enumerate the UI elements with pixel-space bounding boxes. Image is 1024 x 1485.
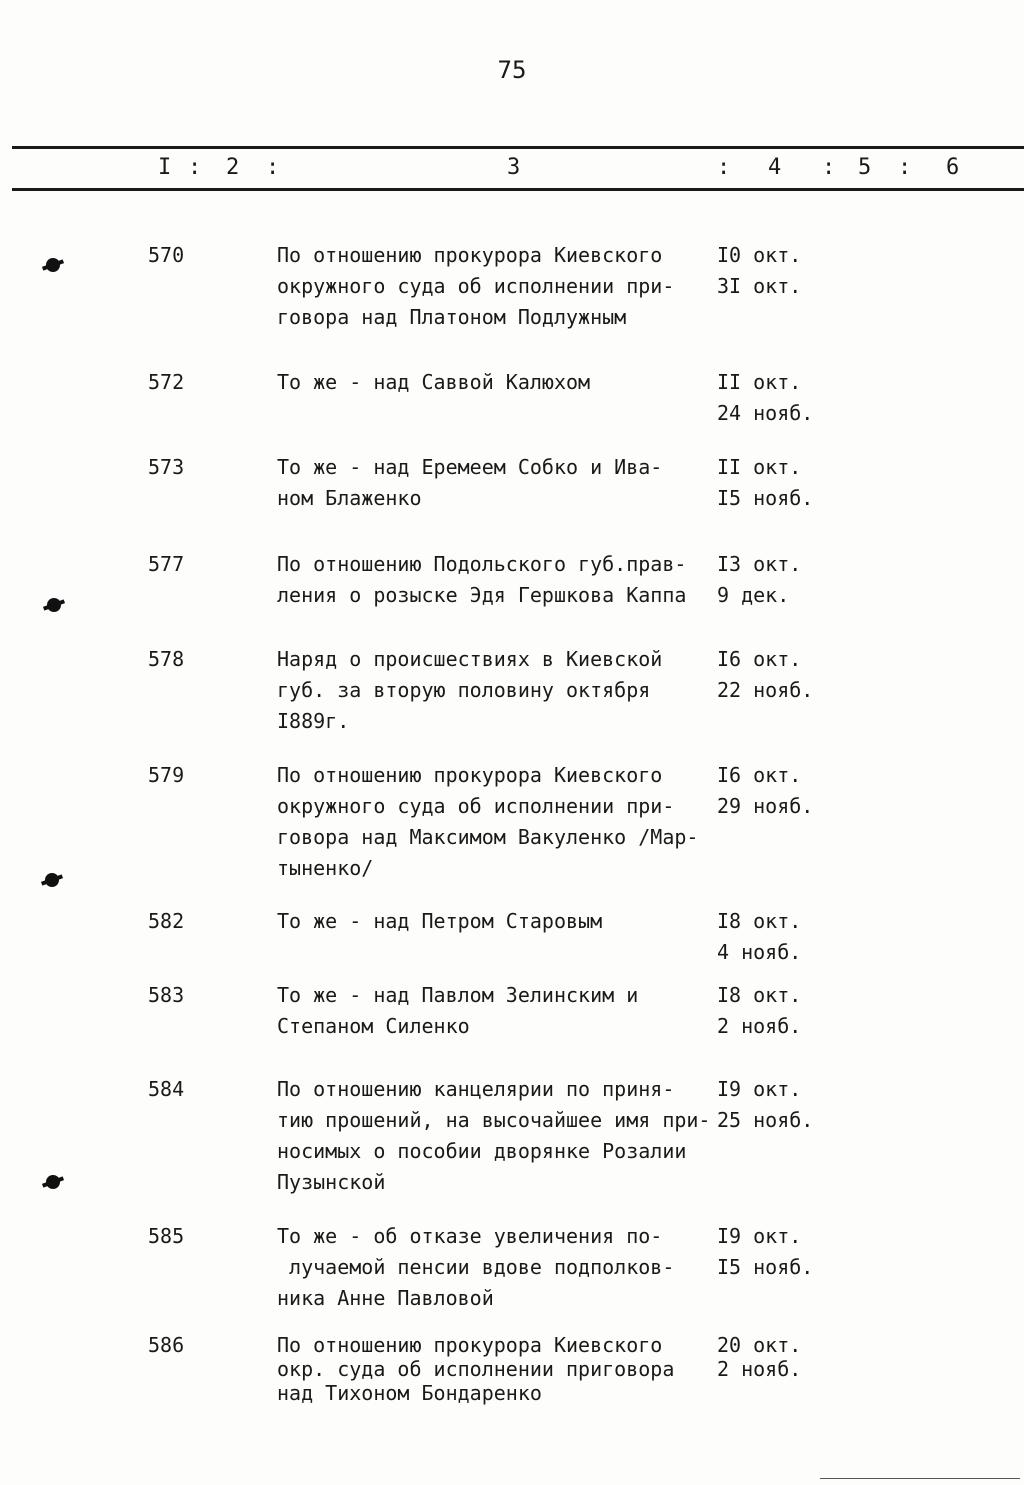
footer-rule <box>820 1478 1020 1479</box>
entry-description <box>277 452 717 514</box>
description-line: носимых о пособии дворянке Розалии <box>277 1139 687 1163</box>
column-3-label: 3 <box>507 155 521 180</box>
description-line: окружного суда об исполнении при- <box>277 794 675 818</box>
header-top-rule <box>12 146 1024 149</box>
end-date: I5 нояб. <box>717 1255 814 1279</box>
binder-hole-mark <box>46 258 60 272</box>
column-separator: : <box>898 155 912 180</box>
entry-number: 583 <box>148 983 185 1007</box>
entry-dates <box>717 760 857 822</box>
start-date: I6 окт. <box>717 647 802 671</box>
description-line: То же - над Петром Старовым <box>277 909 603 933</box>
entry-number: 582 <box>148 909 185 933</box>
column-4-label: 4 <box>768 155 782 180</box>
column-separator: : <box>266 155 280 180</box>
page-number: 75 <box>497 56 527 84</box>
description-line: ном Блаженко <box>277 486 422 510</box>
entry-description <box>277 760 717 884</box>
entry-dates <box>717 644 857 706</box>
description-line: губ. за вторую половину октября <box>277 678 651 702</box>
binder-hole-mark <box>45 873 59 887</box>
description-line: лучаемой пенсии вдове подполков- <box>277 1255 675 1279</box>
entry-description <box>277 549 717 611</box>
start-date: I8 окт. <box>717 983 802 1007</box>
entry-dates <box>717 549 857 611</box>
start-date: I9 окт. <box>717 1224 802 1248</box>
description-line: Наряд о происшествиях в Киевской <box>277 647 663 671</box>
column-1-label: I <box>158 155 172 180</box>
entry-description <box>277 906 717 937</box>
binder-hole-mark <box>47 598 61 612</box>
entry-number: 579 <box>148 763 185 787</box>
entry-description <box>277 1074 717 1198</box>
start-date: I6 окт. <box>717 763 802 787</box>
start-date: II окт. <box>717 455 802 479</box>
column-header <box>0 155 1024 185</box>
column-separator: : <box>717 155 731 180</box>
entry-description <box>277 1333 717 1405</box>
description-line: По отношению прокурора Киевского <box>277 243 663 267</box>
entry-number: 585 <box>148 1224 185 1248</box>
description-line: ления о розыске Эдя Гершкова Каппа <box>277 583 687 607</box>
start-date: I0 окт. <box>717 243 802 267</box>
description-line: По отношению прокурора Киевского <box>277 1333 663 1357</box>
description-line: говора над Максимом Вакуленко /Мар- <box>277 825 699 849</box>
column-2-label: 2 <box>226 155 240 180</box>
entry-number: 570 <box>148 243 185 267</box>
entry-number: 584 <box>148 1077 185 1101</box>
description-line: над Тихоном Бондаренко <box>277 1381 542 1405</box>
column-separator: : <box>822 155 836 180</box>
column-separator: : <box>188 155 202 180</box>
start-date: I3 окт. <box>717 552 802 576</box>
end-date: 4 нояб. <box>717 940 802 964</box>
end-date: 2 нояб. <box>717 1357 802 1381</box>
end-date: 24 нояб. <box>717 401 814 425</box>
description-line: тыненко/ <box>277 856 374 880</box>
start-date: I9 окт. <box>717 1077 802 1101</box>
description-line: окр. суда об исполнении приговора <box>277 1357 675 1381</box>
description-line: Степаном Силенко <box>277 1014 470 1038</box>
description-line: То же - над Павлом Зелинским и <box>277 983 639 1007</box>
end-date: 22 нояб. <box>717 678 814 702</box>
end-date: 3I окт. <box>717 274 802 298</box>
entry-number: 578 <box>148 647 185 671</box>
entry-description <box>277 367 717 398</box>
entry-number: 586 <box>148 1333 185 1357</box>
entry-dates <box>717 240 857 302</box>
entry-description <box>277 1221 717 1314</box>
end-date: 29 нояб. <box>717 794 814 818</box>
entry-dates <box>717 1333 857 1381</box>
description-line: То же - над Саввой Калюхом <box>277 370 591 394</box>
entry-dates <box>717 452 857 514</box>
description-line: ника Анне Павловой <box>277 1286 494 1310</box>
entry-dates <box>717 906 857 968</box>
description-line: То же - над Еремеем Собко и Ива- <box>277 455 663 479</box>
start-date: II окт. <box>717 370 802 394</box>
entry-description <box>277 240 717 333</box>
entry-number: 577 <box>148 552 185 576</box>
description-line: тию прошений, на высочайшее имя при- <box>277 1108 711 1132</box>
entry-dates <box>717 1074 857 1136</box>
description-line: I889г. <box>277 709 350 733</box>
start-date: I8 окт. <box>717 909 802 933</box>
entry-dates <box>717 980 857 1042</box>
column-6-label: 6 <box>946 155 960 180</box>
entry-number: 572 <box>148 370 185 394</box>
header-bottom-rule <box>12 188 1024 191</box>
end-date: I5 нояб. <box>717 486 814 510</box>
binder-hole-mark <box>46 1175 60 1189</box>
entry-number: 573 <box>148 455 185 479</box>
description-line: говора над Платоном Подлужным <box>277 305 627 329</box>
entry-description <box>277 980 717 1042</box>
start-date: 20 окт. <box>717 1333 802 1357</box>
end-date: 25 нояб. <box>717 1108 814 1132</box>
entry-dates <box>717 367 857 429</box>
entry-dates <box>717 1221 857 1283</box>
description-line: Пузынской <box>277 1170 386 1194</box>
description-line: окружного суда об исполнении при- <box>277 274 675 298</box>
end-date: 9 дек. <box>717 583 790 607</box>
description-line: По отношению прокурора Киевского <box>277 763 663 787</box>
description-line: То же - об отказе увеличения по- <box>277 1224 663 1248</box>
entry-description <box>277 644 717 737</box>
end-date: 2 нояб. <box>717 1014 802 1038</box>
column-5-label: 5 <box>858 155 872 180</box>
description-line: По отношению Подольского губ.прав- <box>277 552 687 576</box>
description-line: По отношению канцелярии по приня- <box>277 1077 675 1101</box>
